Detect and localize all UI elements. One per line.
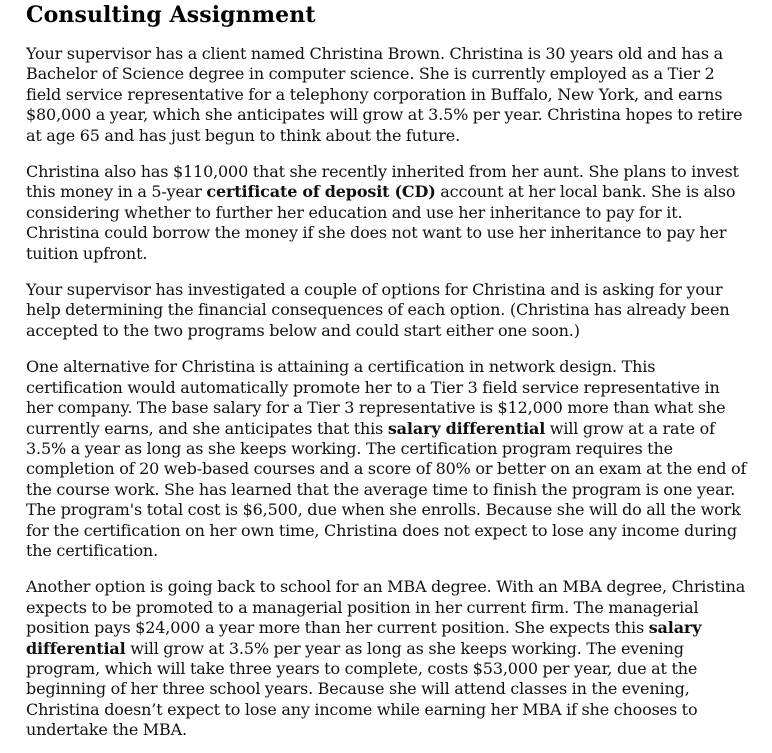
paragraph-certification-option	[26, 357, 748, 561]
paragraph-supervisor-request: Your supervisor has investigated a couple of options for Christina and is asking for your help determining the financial consequences of each option. (Christina has already been accepted to the two programs below and could start either one soon.)	[26, 280, 730, 340]
paragraph-inheritance	[26, 162, 748, 264]
paragraph-text: account at her local bank. She is also considering whether to further her education and use her inheritance to pay for it. Christina could borrow the money if she does not want to use her inheritance to pay her tuition upfront.	[26, 182, 736, 263]
paragraph-text: will grow at 3.5% per year as long as she keeps working. The evening program, which will take three years to complete, costs $53,000 per year, due at the beginning of her three school years. Because she will attend classes in the evening, Christina doesn’t expect to lose any income while earning her MBA if she chooses to undertake the MBA.	[26, 638, 698, 740]
term-salary-differential: salary differential	[387, 418, 546, 438]
paragraph-text: Another option is going back to school for an MBA degree. With an MBA degree, Christina expects to be promoted to a managerial position in her current firm. The managerial position pays $24,000 a year more than her current position. She expects this	[26, 577, 746, 638]
paragraph-text: Christina also has $110,000 that she recently inherited from her aunt. She plans to invest this money in a 5-year	[26, 162, 739, 202]
paragraph-mba-option	[26, 577, 748, 740]
page-title: Consulting Assignment	[26, 2, 316, 28]
term-salary-differential: salary differential	[26, 618, 702, 658]
paragraph-text: One alternative for Christina is attaining a certification in network design. This certification would automatically promote her to a Tier 3 field service representative in her company. The base salary for a Tier 3 representative is $12,000 more than what she currently earns, and she anticipates that this	[26, 357, 726, 438]
term-certificate-of-deposit: certificate of deposit (CD)	[206, 182, 436, 202]
paragraph-client-intro: Your supervisor has a client named Christina Brown. Christina is 30 years old and has a Bachelor of Science degree in computer science. She is currently employed as a Tier 2 field service representative for a telephony corporation in Buffalo, New York, and earns $80,000 a year, which she anticipates will grow at 3.5% per year. Christina hopes to retire at age 65 and has just begun to think about the future.	[26, 44, 743, 145]
paragraph-text: will grow at a rate of 3.5% a year as long as she keeps working. The certification program requires the completion of 20 web-based courses and a score of 80% or better on an exam at the end of the course work. She has learned that the average time to finish the program is one year. The program's total cost is $6,500, due when she enrolls. Because she will do all the work for the certification on her own time, Christina does not expect to lose any income during the certification.	[26, 418, 747, 560]
